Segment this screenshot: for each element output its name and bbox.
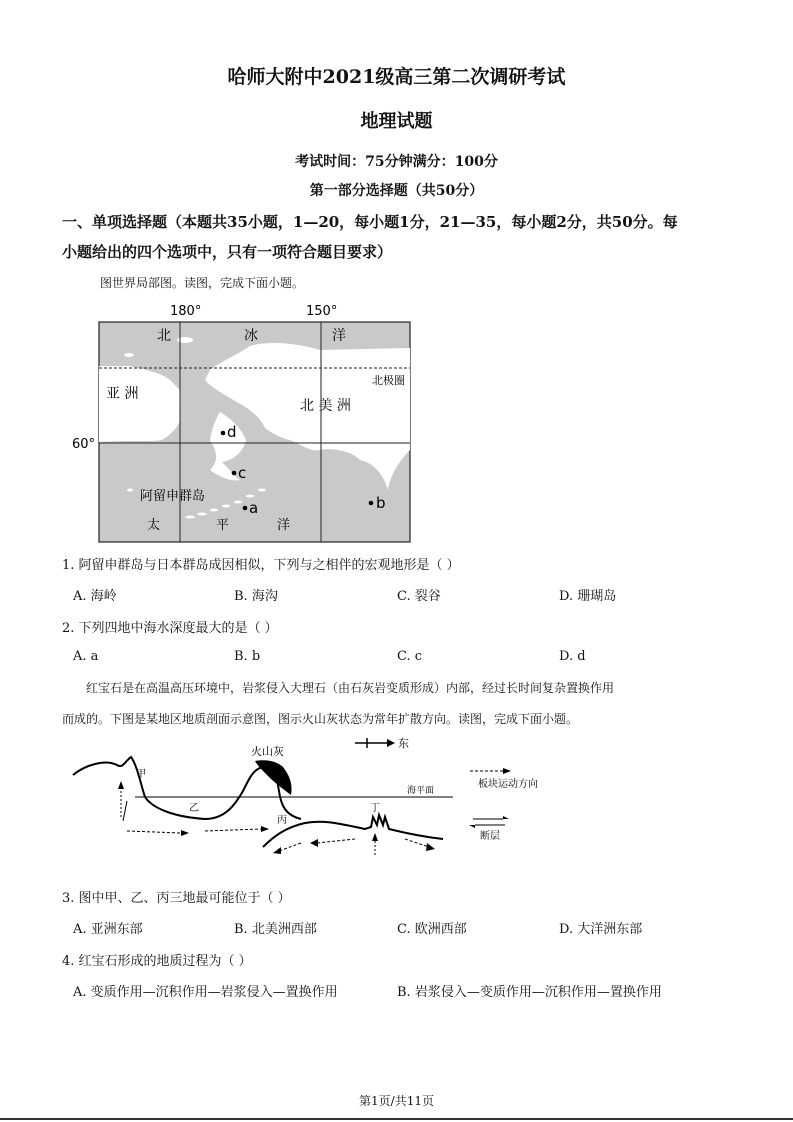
ruby-paragraph: [62, 673, 734, 735]
question-1: 1. 阿留申群岛与日本群岛成因相似，下列与之相伴的宏观地形是（ ）: [62, 558, 460, 573]
lon-180-label: 180°: [170, 304, 202, 319]
point-d-marker: [221, 431, 226, 436]
aleutian-label: 阿留申群岛: [140, 489, 206, 504]
q2-option-d[interactable]: D. d: [559, 649, 586, 664]
volcanic-ash-label: 火山灰: [251, 745, 284, 758]
point-b-label: b: [376, 494, 386, 512]
point-d-label: d: [227, 423, 237, 441]
subject-title: 地理试题: [360, 111, 433, 132]
point-b-marker: [369, 501, 374, 506]
q1-option-a[interactable]: A. 海岭: [73, 589, 117, 604]
q3-option-d[interactable]: D. 大洋洲东部: [559, 922, 643, 937]
arctic-island: [124, 353, 134, 357]
legend-fault-label: 断层: [480, 831, 500, 842]
sea-level-label: 海平面: [407, 786, 435, 796]
point-a-label: a: [249, 499, 259, 517]
question-3: 3. 图中甲、乙、丙三地最可能位于（ ）: [62, 891, 291, 906]
q3-option-b[interactable]: B. 北美洲西部: [234, 922, 317, 937]
q2-option-a[interactable]: A. a: [73, 649, 99, 664]
exam-title: 哈师大附中2021级高三第二次调研考试: [227, 66, 566, 88]
world-map-figure: [70, 300, 420, 545]
question-2: 2. 下列四地中海水深度最大的是（ ）: [62, 621, 278, 636]
q4-option-a[interactable]: A. 变质作用—沉积作用—岩浆侵入—置换作用: [73, 985, 338, 1000]
point-c-label: c: [238, 464, 247, 482]
label-bei: 北: [157, 328, 171, 344]
label-yang: 洋: [332, 328, 346, 344]
q1-option-c[interactable]: C. 裂谷: [397, 589, 441, 604]
geologic-profile-figure: [65, 735, 565, 865]
legend-plate-motion-label: 板块运动方向: [478, 779, 538, 790]
page-footer: 第1页/共11页: [359, 1094, 434, 1108]
tai-label: 太: [147, 518, 161, 533]
ping-label: 平: [216, 518, 230, 533]
label-bing: 冰: [244, 328, 258, 344]
lon-150-label: 150°: [306, 304, 338, 319]
map-intro: 图世界局部图。读图，完成下面小题。: [100, 276, 305, 290]
east-arrow-head: [387, 739, 395, 747]
lat-60-label: 60°: [72, 437, 96, 452]
bottom-divider: [0, 1118, 793, 1120]
yi-label: 乙: [189, 803, 199, 814]
question-4: 4. 红宝石形成的地质过程为（ ）: [62, 954, 252, 969]
ding-label: 丁: [370, 803, 380, 814]
q1-option-b[interactable]: B. 海沟: [234, 589, 278, 604]
asia-label: 亚 洲: [106, 386, 139, 402]
q3-option-c[interactable]: C. 欧洲西部: [397, 922, 467, 937]
yang2-label: 洋: [277, 518, 291, 533]
point-c-marker: [232, 471, 237, 476]
north-america-label: 北 美 洲: [300, 398, 351, 414]
east-label: 东: [398, 737, 409, 750]
section1-heading: [62, 207, 732, 267]
q2-option-b[interactable]: B. b: [234, 649, 261, 664]
q4-option-b[interactable]: B. 岩浆侵入—变质作用—沉积作用—置换作用: [397, 985, 662, 1000]
section1-heading-line1: 一、单项选择题（本题共35小题，1—20，每小题1分，21—35，每小题2分，共50分。每: [62, 213, 678, 231]
point-a-marker: [243, 506, 248, 511]
ruby-line1: 红宝石是在高温高压环境中，岩浆侵入大理石（由石灰岩变质形成）内部，经过长时间复杂置换作用: [86, 681, 615, 695]
exam-info: 考试时间：75分钟满分：100分: [295, 154, 498, 170]
section1-heading-line2: 小题给出的四个选项中，只有一项符合题目要求）: [62, 243, 393, 261]
q3-option-a[interactable]: A. 亚洲东部: [73, 922, 143, 937]
bing-label: 丙: [277, 815, 287, 826]
arctic-circle-label: 北极圈: [372, 374, 405, 387]
jia-label: 甲: [136, 769, 146, 780]
terrain-line: [73, 757, 301, 819]
ruby-line2: 而成的。下图是某地区地质剖面示意图，图示火山灰状态为常年扩散方向。读图，完成下面小题。: [62, 712, 579, 726]
arctic-island: [177, 337, 193, 343]
q1-option-d[interactable]: D. 珊瑚岛: [559, 589, 617, 604]
q2-option-c[interactable]: C. c: [397, 649, 423, 664]
part1-heading: 第一部分选择题（共50分）: [309, 183, 484, 199]
volcanic-ash-plume: [255, 760, 292, 795]
